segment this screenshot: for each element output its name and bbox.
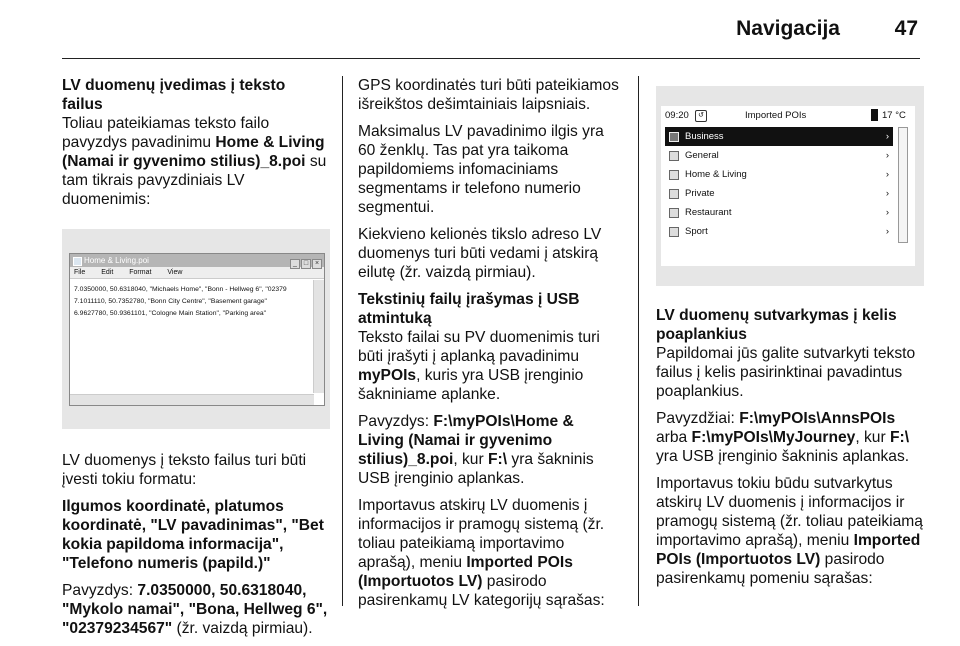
list-item[interactable]: Restaurant › (665, 203, 893, 222)
notepad-title: Home & Living.poi (84, 256, 149, 265)
notepad-window (69, 253, 325, 406)
column-1 (62, 76, 330, 646)
notepad-text-area[interactable] (72, 280, 312, 393)
notepad-menubar (70, 267, 324, 279)
list-item[interactable]: Business › (665, 127, 893, 146)
column-divider (638, 76, 639, 606)
chevron-right-icon: › (885, 188, 889, 199)
chevron-right-icon: › (885, 131, 889, 142)
category-icon (669, 151, 679, 161)
paragraph: GPS koordinatės turi būti pateikiamos išreikštos dešimtainiais laipsniais. (358, 77, 619, 113)
text-line: 7.1011110, 50.7352780, "Bonn City Centre", "Basement garage" (74, 298, 267, 305)
paragraph: Kiekvieno kelionės tikslo adreso LV duomenys turi būti vedami į atskirą eilutę (žr. vaizdą pirmiau). (358, 226, 602, 281)
paragraph: Pavyzdžiai: F:\myPOIs\AnnsPOIs arba F:\myPOIs\MyJourney, kur F:\ yra USB įrenginio šakninis aplankas. (656, 410, 910, 465)
temperature: 17 °C (882, 110, 906, 121)
paragraph: Pavyzdys: 7.0350000, 50.6318040, "Mykolo namai", "Bona, Hellweg 6", "02379234567" (žr. vaizdą pirmiau). (62, 582, 328, 637)
list-scrollbar[interactable] (898, 127, 908, 243)
section-heading: LV duomenų įvedimas į teksto failus (62, 77, 286, 113)
menu-edit[interactable]: Edit (101, 269, 114, 276)
notepad-figure (62, 229, 330, 429)
section-heading: Tekstinių failų įrašymas į USB atmintuką (358, 291, 580, 327)
column-divider (342, 76, 343, 606)
horizontal-scrollbar[interactable] (70, 394, 314, 405)
column-2 (358, 76, 622, 618)
section-heading: LV duomenų sutvarkymas į kelis poaplankius (656, 307, 897, 343)
running-header-title: Navigacija (736, 17, 840, 40)
menu-format[interactable]: Format (129, 269, 152, 276)
text-line: 6.9627780, 50.9361101, "Cologne Main Station", "Parking area" (74, 310, 267, 317)
format-spec: Ilgumos koordinatė, platumos koordinatė, "LV pavadinimas", "Bet kokia papildoma informacija", "Telefono numeris (papild.)" (62, 498, 324, 572)
back-icon[interactable]: ↺ (695, 110, 707, 122)
vertical-scrollbar[interactable] (313, 280, 324, 393)
list-item[interactable]: General › (665, 146, 893, 165)
paragraph: Importavus tokiu būdu sutvarkytus atskirų LV duomenis į informacijos ir pramogų sistemą (žr. toliau pateikiamą importavimo aprašą), meniu Imported POIs (Importuotos LV) pasirodo pasirenkamų pomeniu sąrašas: (656, 475, 923, 587)
phone-icon (871, 109, 878, 121)
category-icon (669, 227, 679, 237)
notepad-titlebar (70, 254, 324, 267)
column-3 (656, 76, 924, 596)
category-icon (669, 132, 679, 142)
list-item[interactable]: Private › (665, 184, 893, 203)
screen-header (661, 106, 915, 125)
text-line: 7.0350000, 50.6318040, "Michaels Home", "Bonn - Hellweg 6", "02379 (74, 286, 287, 293)
paragraph: Teksto failai su PV duomenimis turi būti įrašyti į aplanką pavadinimu myPOIs, kuris yra USB įrenginio šakniniame aplanke. (358, 329, 600, 403)
list-item[interactable]: Sport › (665, 222, 893, 241)
category-icon (669, 189, 679, 199)
chevron-right-icon: › (885, 169, 889, 180)
category-list (665, 127, 893, 241)
chevron-right-icon: › (885, 226, 889, 237)
paragraph: Papildomai jūs galite sutvarkyti teksto failus į kelis pasirinktinai pavadintus poaplankius. (656, 345, 916, 400)
chevron-right-icon: › (885, 150, 889, 161)
category-icon (669, 208, 679, 218)
page-number: 47 (894, 17, 918, 40)
minimize-icon[interactable]: _ (290, 259, 300, 269)
chevron-right-icon: › (885, 207, 889, 218)
paragraph: Toliau pateikiamas teksto failo pavyzdys pavadinimu Home & Living (Namai ir gyvenimo stilius)_8.poi su tam tikrais pavyzdiniais LV duomenimis: (62, 115, 327, 208)
list-item[interactable]: Home & Living › (665, 165, 893, 184)
infotainment-screen (661, 106, 915, 266)
category-icon (669, 170, 679, 180)
close-icon[interactable]: × (312, 259, 322, 269)
paragraph: Pavyzdys: F:\myPOIs\Home & Living (Namai ir gyvenimo stilius)_8.poi, kur F:\ yra šakninis USB įrenginio aplankas. (358, 413, 594, 487)
clock: 09:20 (665, 110, 689, 121)
paragraph: LV duomenys į teksto failus turi būti įvesti tokiu formatu: (62, 452, 307, 488)
header-rule (62, 58, 920, 59)
menu-view[interactable]: View (167, 269, 183, 276)
poi-screen-figure (656, 86, 924, 286)
maximize-icon[interactable]: □ (301, 259, 311, 269)
screen-title: Imported POIs (745, 110, 807, 121)
notepad-icon (73, 257, 82, 266)
menu-file[interactable]: File (74, 269, 86, 276)
paragraph: Importavus atskirų LV duomenis į informacijos ir pramogų sistemą (žr. toliau pateikiamą importavimo aprašą), meniu Imported POIs (Importuotos LV) pasirodo pasirenkamų LV kategorijų sąrašas: (358, 497, 605, 609)
paragraph: Maksimalus LV pavadinimo ilgis yra 60 ženklų. Tas pat yra taikoma papildomiems infomaciniams segmentams ir telefono numerio segmentui. (358, 123, 604, 216)
